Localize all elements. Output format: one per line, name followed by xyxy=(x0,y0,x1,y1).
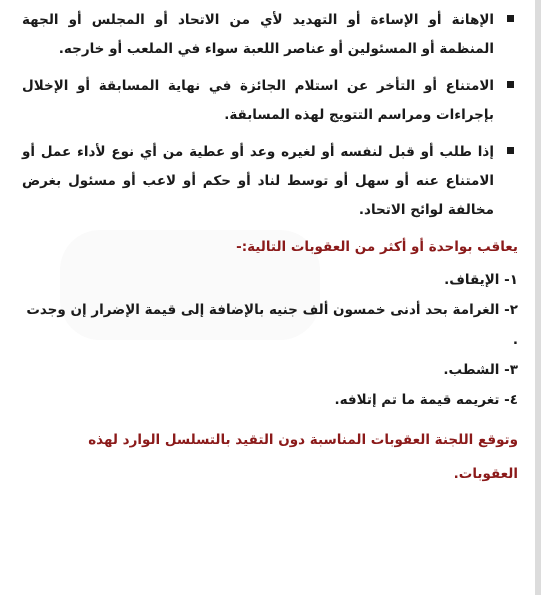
penalty-text: الشطب. xyxy=(443,362,500,378)
penalties-heading: يعاقب بواحدة أو أكثر من العقوبات التالية:- xyxy=(236,239,518,255)
bullet-text: الإهانة أو الإساءة أو التهديد لأي من الاتحاد أو المجلس أو الجهة المنظمة أو المسئولين أو عناصر اللعبة سواء في الملعب أو خارجه. xyxy=(22,12,494,57)
penalty-text: الإيقاف. xyxy=(444,272,500,288)
penalty-number: ١- xyxy=(504,272,518,288)
document-body xyxy=(22,6,518,491)
bullet-text: إذا طلب أو قبل لنفسه أو لغيره وعد أو عطية من أي نوع لأداء عمل أو الامتناع عنه أو سهل أو توسط لناد أو حكم أو لاعب أو مسئول بغرض مخالفة لوائح الاتحاد. xyxy=(22,144,494,218)
square-bullet-icon xyxy=(507,15,514,22)
bullet-item xyxy=(22,6,518,64)
penalty-text: الغرامة بحد أدنى خمسون ألف جنيه بالإضافة إلى قيمة الإضرار إن وجدت . xyxy=(26,302,518,348)
page-edge xyxy=(535,0,541,595)
square-bullet-icon xyxy=(507,81,514,88)
penalty-item xyxy=(22,295,518,355)
bullet-item xyxy=(22,138,518,225)
penalty-number: ٣- xyxy=(504,362,518,378)
closing-paragraph: وتوقع اللجنة العقوبات المناسبة دون التقيد بالتسلسل الوارد لهذه العقوبات. xyxy=(88,432,518,482)
penalty-item xyxy=(22,265,518,295)
square-bullet-icon xyxy=(507,147,514,154)
bullet-item xyxy=(22,72,518,130)
penalty-item xyxy=(22,385,518,415)
penalty-number: ٢- xyxy=(504,302,518,318)
penalty-text: تغريمه قيمة ما تم إتلافه. xyxy=(334,392,500,408)
bullet-text: الامتناع أو التأخر عن استلام الجائزة في نهاية المسابقة أو الإخلال بإجراءات ومراسم التتويج لهذه المسابقة. xyxy=(22,78,494,123)
penalty-item xyxy=(22,355,518,385)
penalty-number: ٤- xyxy=(504,392,518,408)
